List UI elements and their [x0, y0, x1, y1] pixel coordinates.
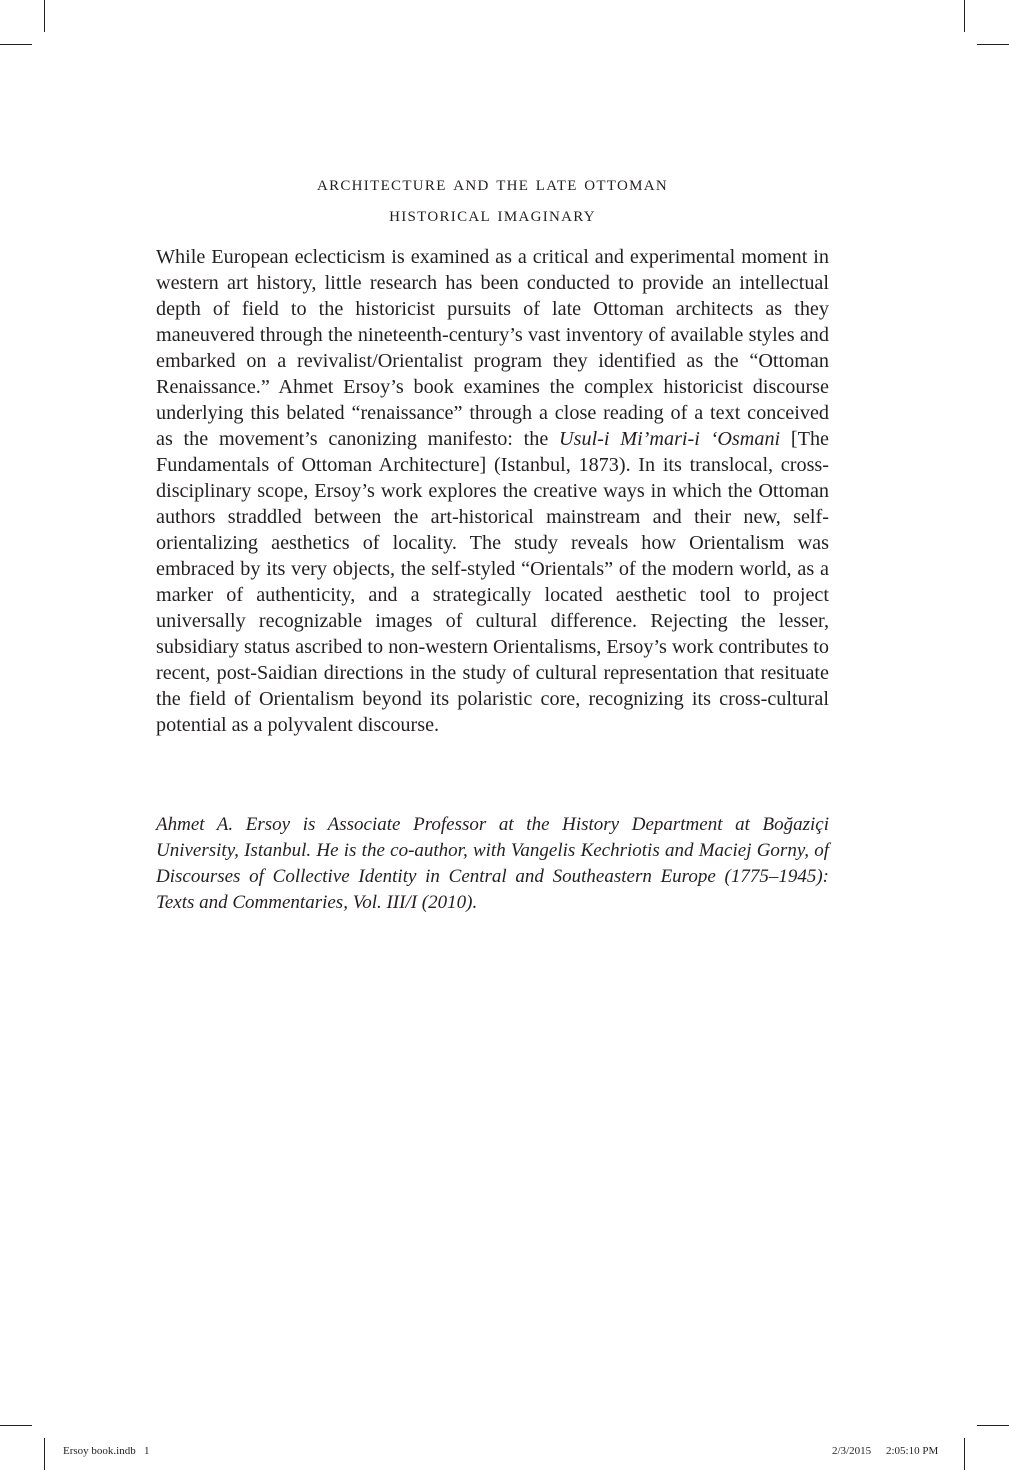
footer-time: 2:05:10 PM [886, 1445, 939, 1457]
crop-mark-bottom-left [44, 1438, 45, 1470]
page-title [156, 168, 829, 230]
page-title-line-1: architecture and the late ottoman [316, 171, 669, 195]
author-bio: Ahmet A. Ersoy is Associate Professor at the History Department at Boğaziçi University, Istanbul. He is the co-author, with Vangelis Kechriotis and Maciej Gorny, of Discourses of Collective Identity in Central and Southeastern Europe (1775–1945): Texts and Commentaries, Vol. III/I (2010). [156, 814, 829, 913]
description-text-part-2: [The Fundamentals of Ottoman Architecture] (Istanbul, 1873). In its translocal, cross-disciplinary scope, Ersoy’s work explores the creative ways in which the Ottoman authors straddled between the art-historical mainstream and their new, self-orientalizing aesthetics of locality. The study reveals how Orientalism was embraced by its very objects, the self-styled “Orientals” of the modern world, as a marker of authenticity, and a strategically located aesthetic tool to project universally recognizable images of cultural difference. Rejecting the lesser, subsidiary status ascribed to non-western Orientalisms, Ersoy’s work contributes to recent, post-Saidian directions in the study of cultural representation that resituate the field of Orientalism beyond its polaristic core, recognizing its cross-cultural potential as a polyvalent discourse. [156, 428, 830, 736]
footer-date: 2/3/2015 [832, 1445, 872, 1457]
crop-mark-bottom-right [964, 1438, 965, 1470]
crop-mark-bottom-right [977, 1425, 1009, 1426]
crop-mark-top-right [964, 0, 965, 32]
crop-mark-bottom-left [0, 1425, 32, 1426]
page-title-line-2: historical imaginary [389, 202, 596, 226]
description-paragraph [156, 244, 829, 738]
crop-mark-top-right [977, 44, 1009, 45]
crop-mark-top-left [44, 0, 45, 32]
crop-mark-top-left [0, 44, 32, 45]
description-text-part-1: While European eclecticism is examined as a critical and experimental moment in western art history, little research has been conducted to provide an intellectual depth of field to the historicist pursuits of late Ottoman architects as they maneuvered through the nineteenth-century’s vast inventory of available styles and embarked on a revivalist/Orientalist program they identified as the “Ottoman Renaissance.” Ahmet Ersoy’s book examines the complex historicist discourse underlying this belated “renaissance” through a close reading of a text conceived as the movement’s canonizing manifesto: the [156, 246, 829, 450]
book-title-italic: Usul-i Mi’mari-i ‘Osmani [559, 428, 781, 450]
footer-file-slug: Ersoy book.indb 1 [63, 1445, 150, 1457]
